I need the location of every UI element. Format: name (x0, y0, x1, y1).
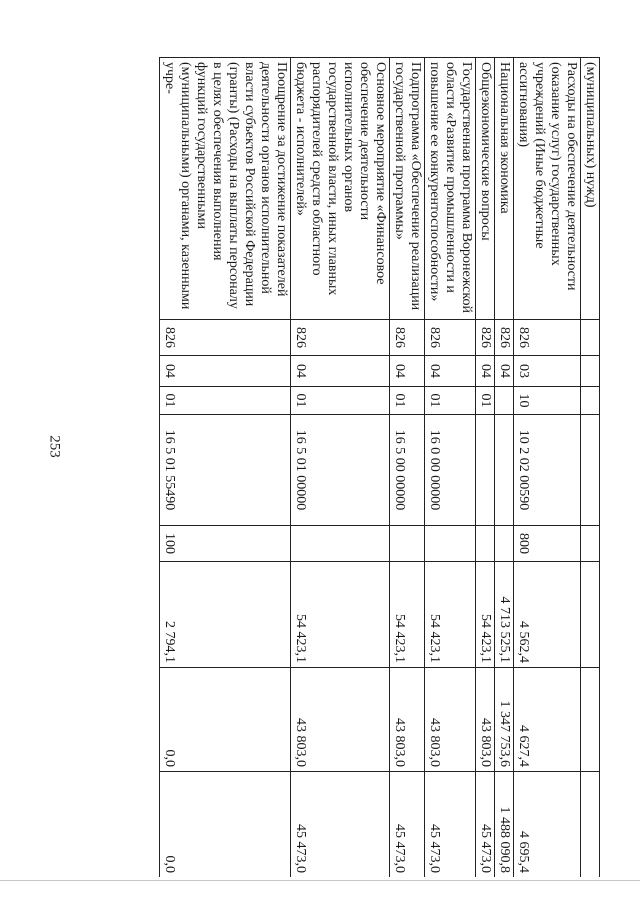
table-row (160, 58, 291, 878)
csr-code-cell (476, 415, 495, 526)
budget-table-region (86, 57, 600, 877)
pr-code-cell: 01 (291, 387, 390, 415)
vr-code-cell (581, 526, 600, 562)
rz-code-cell: 04 (390, 356, 425, 387)
pr-code-cell: 01 (160, 387, 291, 415)
table-body (160, 58, 600, 878)
amount-cell-year2: 43 803,0 (390, 668, 425, 772)
row-name-cell: Расходы на обеспечение деятельности (оказание услуг) государственных учреждений (Иные бюджетные ассигнования) (514, 58, 581, 320)
csr-code-cell: 16 0 00 00000 (425, 415, 476, 526)
table-row (495, 58, 514, 878)
table-row (291, 58, 390, 878)
vr-code-cell: 800 (514, 526, 581, 562)
csr-code-cell: 16 5 00 00000 (390, 415, 425, 526)
amount-cell-year3: 45 473,0 (291, 772, 390, 878)
row-name-cell: Подпрограмма «Обеспечение реализации государственной программы» (390, 58, 425, 320)
amount-cell-year3 (581, 772, 600, 878)
row-name-cell: Государственная программа Воронежской области «Развитие промышленности и повышение ее конкурентоспособности» (425, 58, 476, 320)
row-name-cell: Национальная экономика (495, 58, 514, 320)
amount-cell-year3: 4 695,4 (514, 772, 581, 878)
ved-code-cell (581, 320, 600, 356)
amount-cell-year3: 0,0 (160, 772, 291, 878)
amount-cell-year1: 54 423,1 (476, 562, 495, 668)
amount-cell-year2: 43 803,0 (425, 668, 476, 772)
rz-code-cell: 04 (291, 356, 390, 387)
amount-cell-year1: 4 562,4 (514, 562, 581, 668)
amount-cell-year3: 45 473,0 (425, 772, 476, 878)
csr-code-cell (495, 415, 514, 526)
ved-code-cell: 826 (514, 320, 581, 356)
pr-code-cell: 01 (476, 387, 495, 415)
page-number: 253 (46, 435, 63, 458)
pr-code-cell (581, 387, 600, 415)
pr-code-cell: 01 (390, 387, 425, 415)
ved-code-cell: 826 (160, 320, 291, 356)
amount-cell-year2: 1 347 753,6 (495, 668, 514, 772)
ved-code-cell: 826 (495, 320, 514, 356)
ved-code-cell: 826 (291, 320, 390, 356)
amount-cell-year1 (581, 562, 600, 668)
amount-cell-year2: 0,0 (160, 668, 291, 772)
rz-code-cell: 04 (425, 356, 476, 387)
amount-cell-year1: 2 794,1 (160, 562, 291, 668)
budget-table-rotated (86, 57, 600, 877)
vr-code-cell: 100 (160, 526, 291, 562)
ved-code-cell: 826 (390, 320, 425, 356)
amount-cell-year1: 54 423,1 (390, 562, 425, 668)
amount-cell-year3: 45 473,0 (390, 772, 425, 878)
amount-cell-year3: 1 488 090,8 (495, 772, 514, 878)
amount-cell-year1: 4 713 525,1 (495, 562, 514, 668)
row-name-cell: Общеэкономические вопросы (476, 58, 495, 320)
csr-code-cell: 16 5 01 00000 (291, 415, 390, 526)
vr-code-cell (390, 526, 425, 562)
table-row (390, 58, 425, 878)
vr-code-cell (425, 526, 476, 562)
vr-code-cell (476, 526, 495, 562)
csr-code-cell (581, 415, 600, 526)
amount-cell-year2: 43 803,0 (291, 668, 390, 772)
pr-code-cell: 01 (425, 387, 476, 415)
table-row (425, 58, 476, 878)
rz-code-cell: 04 (476, 356, 495, 387)
amount-cell-year3: 45 473,0 (476, 772, 495, 878)
amount-cell-year2: 4 627,4 (514, 668, 581, 772)
amount-cell-year2 (581, 668, 600, 772)
rz-code-cell: 03 (514, 356, 581, 387)
row-name-cell: (муниципальных) нужд) (581, 58, 600, 320)
scan-edge-line (0, 880, 640, 881)
csr-code-cell: 16 5 01 55490 (160, 415, 291, 526)
row-name-cell: Поощрение за достижение показателей деятельности органов исполнительной власти субъектов Российской Федерации (гранты) (Расходы на выплаты персоналу в целях обеспечения выполнения функций государственными (муниципальными) органами, казенными учре- (160, 58, 291, 320)
ved-code-cell: 826 (476, 320, 495, 356)
csr-code-cell: 10 2 02 00590 (514, 415, 581, 526)
pr-code-cell: 10 (514, 387, 581, 415)
amount-cell-year2: 43 803,0 (476, 668, 495, 772)
vr-code-cell (495, 526, 514, 562)
rz-code-cell: 04 (495, 356, 514, 387)
rz-code-cell: 04 (160, 356, 291, 387)
rz-code-cell (581, 356, 600, 387)
ved-code-cell: 826 (425, 320, 476, 356)
budget-table (159, 57, 600, 877)
amount-cell-year1: 54 423,1 (291, 562, 390, 668)
vr-code-cell (291, 526, 390, 562)
amount-cell-year1: 54 423,1 (425, 562, 476, 668)
table-row (514, 58, 581, 878)
table-row (581, 58, 600, 878)
row-name-cell: Основное мероприятие «Финансовое обеспечение деятельности исполнительных органов государственной власти, иных главных распорядителей средств областного бюджета - исполнителей» (291, 58, 390, 320)
pr-code-cell (495, 387, 514, 415)
table-row (476, 58, 495, 878)
